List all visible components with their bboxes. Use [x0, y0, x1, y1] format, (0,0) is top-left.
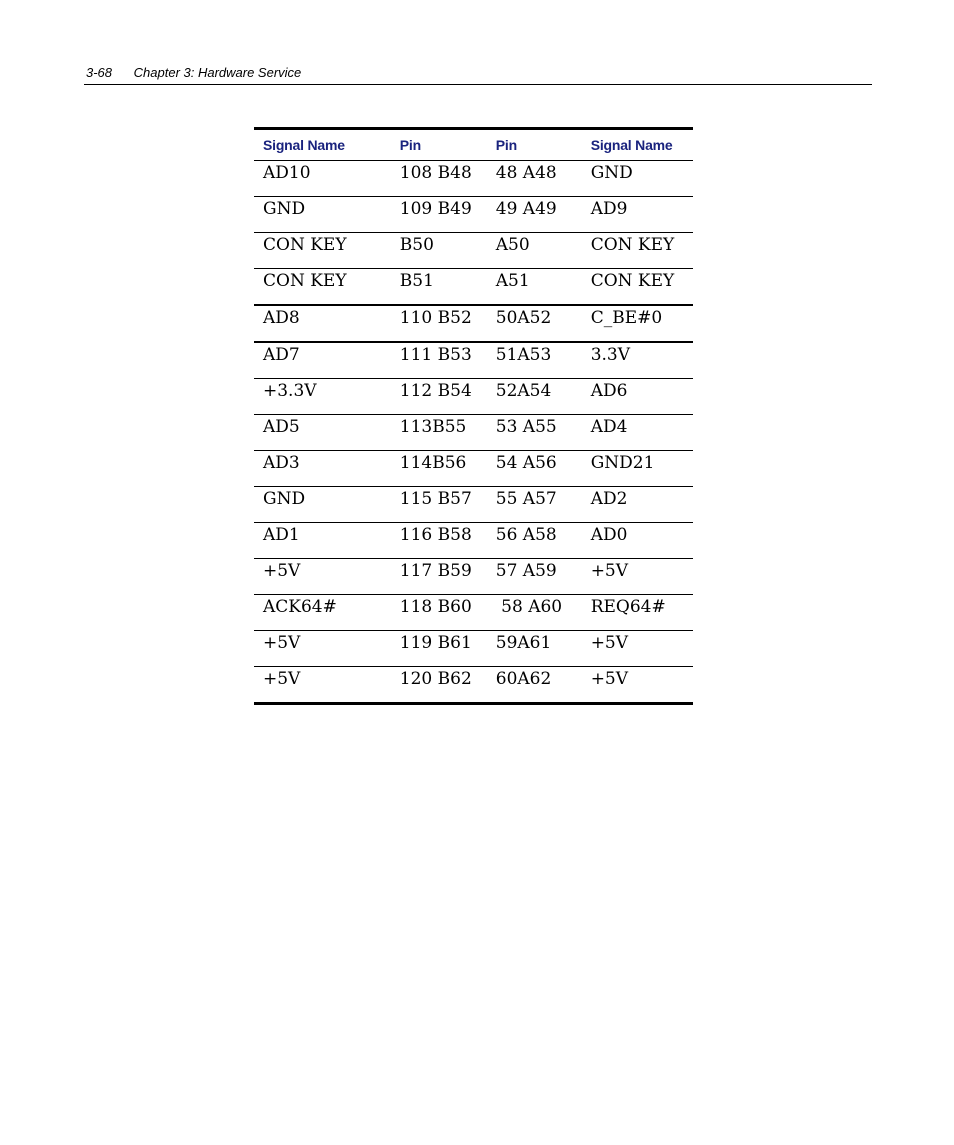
table-cell: GND	[254, 487, 391, 523]
table-cell: 56 A58	[487, 523, 582, 559]
page-header	[84, 64, 872, 85]
table-cell: +5V	[590, 669, 629, 689]
table-cell: 110 B52	[391, 305, 487, 342]
table-cell: 51A53	[487, 342, 582, 379]
column-header-signal-name-right: Signal Name	[582, 129, 693, 161]
table-cell: 50A52	[487, 305, 582, 342]
table-row	[254, 487, 693, 523]
table-cell: CON KEY	[254, 269, 391, 306]
pin-assignment-table	[254, 127, 693, 705]
column-header-pin-left: Pin	[391, 129, 487, 161]
table-cell: AD9	[582, 197, 693, 233]
table-cell: AD1	[254, 523, 391, 559]
table-cell: B50	[391, 233, 487, 269]
column-header-signal-name-left: Signal Name	[254, 129, 391, 161]
table-cell: 112 B54	[391, 379, 487, 415]
table-cell: B51	[391, 269, 487, 306]
table-row	[254, 269, 693, 306]
table-cell: GND21	[582, 451, 693, 487]
table-cell: 116 B58	[391, 523, 487, 559]
table-cell: AD4	[582, 415, 693, 451]
table-row	[254, 559, 693, 595]
table-row	[254, 595, 693, 631]
table-cell: A51	[487, 269, 582, 306]
table-cell: AD0	[582, 523, 693, 559]
table-cell: 108 B48	[391, 161, 487, 197]
table-cell: 59A61	[487, 631, 582, 667]
page-number: 3-68	[86, 65, 113, 80]
table-cell: 60A62	[495, 669, 552, 689]
table-cell: AD3	[254, 451, 391, 487]
table-row	[254, 342, 693, 379]
table-cell: 55 A57	[487, 487, 582, 523]
table-cell: +3.3V	[254, 379, 391, 415]
table-cell: A50	[487, 233, 582, 269]
table-cell: +5V	[263, 669, 301, 689]
table-cell: 58 A60	[487, 595, 582, 631]
table-row	[254, 631, 693, 667]
table-cell: CON KEY	[254, 233, 391, 269]
table-cell: 53 A55	[487, 415, 582, 451]
table-cell: 114B56	[391, 451, 487, 487]
table-cell: 118 B60	[391, 595, 487, 631]
table-cell: 49 A49	[487, 197, 582, 233]
table-row	[254, 305, 693, 342]
table-cell: CON KEY	[582, 233, 693, 269]
chapter-title: Chapter 3: Hardware Service	[133, 65, 302, 80]
table-cell: +5V	[254, 559, 391, 595]
table-cell: +5V	[582, 631, 693, 667]
table-row	[254, 415, 693, 451]
table-cell: +5V	[254, 631, 391, 667]
table-row	[254, 161, 693, 197]
table-cell: AD7	[254, 342, 391, 379]
column-header-pin-right: Pin	[487, 129, 582, 161]
table-cell: 120 B62	[399, 669, 472, 689]
table-cell: 3.3V	[582, 342, 693, 379]
table-cell: AD6	[582, 379, 693, 415]
table-cell: CON KEY	[582, 269, 693, 306]
table-cell: 113B55	[391, 415, 487, 451]
table-cell: 115 B57	[391, 487, 487, 523]
table-cell: 54 A56	[487, 451, 582, 487]
table-cell: REQ64#	[582, 595, 693, 631]
table-row	[254, 667, 693, 704]
table-header-row	[254, 129, 693, 161]
table-cell: AD2	[582, 487, 693, 523]
table-cell: +5V	[582, 559, 693, 595]
table-cell: 48 A48	[487, 161, 582, 197]
table-cell: AD8	[254, 305, 391, 342]
table-row	[254, 233, 693, 269]
table-cell: 119 B61	[391, 631, 487, 667]
table-cell: 111 B53	[391, 342, 487, 379]
table-row	[254, 197, 693, 233]
table-row	[254, 379, 693, 415]
table-cell: 52A54	[487, 379, 582, 415]
table-cell: AD10	[254, 161, 391, 197]
table-cell: GND	[582, 161, 693, 197]
table-cell: GND	[254, 197, 391, 233]
table-cell: 109 B49	[391, 197, 487, 233]
table-row	[254, 451, 693, 487]
table-row	[254, 523, 693, 559]
table-cell: 117 B59	[391, 559, 487, 595]
table-cell: AD5	[254, 415, 391, 451]
table-cell: C_BE#0	[582, 305, 693, 342]
table-cell: 57 A59	[487, 559, 582, 595]
table-cell: ACK64#	[254, 595, 391, 631]
